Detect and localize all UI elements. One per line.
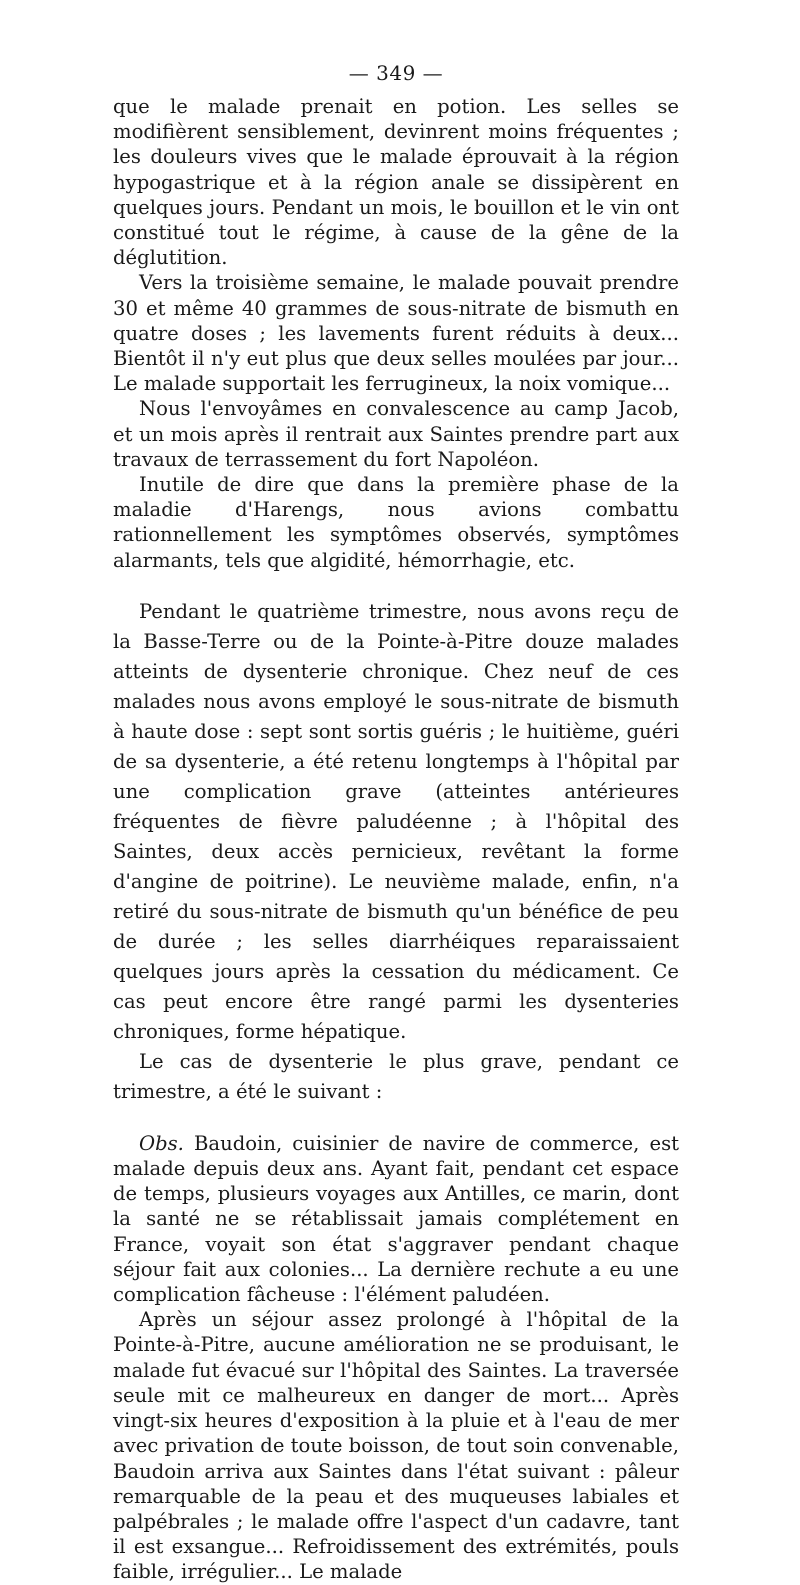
observation-label: Obs.: [139, 1131, 184, 1155]
paragraph-continuation: que le malade prenait en potion. Les selles se modifièrent sensiblement, devinrent moins fréquentes ; les douleurs vives que le malade éprouvait à la région hypogastrique et à la région anale se dissipèrent en quelques jours. Pendant un mois, le bouillon et le vin ont constitué tout le régime, à cause de la gêne de la déglutition.: [113, 95, 679, 270]
page-number: — 349 —: [348, 61, 444, 85]
paragraph-third-week: Vers la troisième semaine, le malade pouvait prendre 30 et même 40 grammes de sous-nitrate de bismuth en quatre doses ; les lavements furent réduits à deux... Bientôt il n'y eut plus que deux selles moulées par jour... Le malade supportait les ferrugineux, la noix vomique...: [113, 271, 679, 396]
observation-text: Baudoin, cuisinier de navire de commerce, est malade depuis deux ans. Ayant fait, pendant cet espace de temps, plusieurs voyages aux Antilles, ce marin, dont la santé ne se rétablissait jamais complétement en France, voyait son état s'aggraver pendant chaque séjour fait aux colonies... La dernière rechute a eu une complication fâcheuse : l'élément paludéen.: [113, 1131, 679, 1307]
paragraph-convalescence: Nous l'envoyâmes en convalescence au camp Jacob, et un mois après il rentrait aux Saintes prendre part aux travaux de terrassement du fort Napoléon.: [113, 397, 679, 471]
document-page: [113, 58, 679, 1584]
paragraph-gravest-case: Le cas de dysenterie le plus grave, pendant ce trimestre, a été le suivant :: [113, 1049, 679, 1103]
paragraph-observation: [113, 1131, 679, 1307]
paragraph-first-phase: Inutile de dire que dans la première phase de la maladie d'Harengs, nous avions combattu rationnellement les symptômes observés, symptômes alarmants, tels que algidité, hémorrhagie, etc.: [113, 473, 679, 572]
paragraph-evacuation: Après un séjour assez prolongé à l'hôpital de la Pointe-à-Pitre, aucune amélioration ne se produisant, le malade fut évacué sur l'hôpital des Saintes. La traversée seule mit ce malheureux en danger de mort... Après vingt-six heures d'exposition à la pluie et à l'eau de mer avec privation de toute boisson, de tout soin convenable, Baudoin arriva aux Saintes dans l'état suivant : pâleur remarquable de la peau et des muqueuses labiales et palpébrales ; le malade offre l'aspect d'un cadavre, tant il est exsangue... Refroidissement des extrémités, pouls faible, irrégulier... Le malade: [113, 1308, 679, 1584]
paragraph-fourth-trimester: Pendant le quatrième trimestre, nous avons reçu de la Basse-Terre ou de la Pointe-à-Pitre douze malades atteints de dysenterie chronique. Chez neuf de ces malades nous avons employé le sous-nitrate de bismuth à haute dose : sept sont sortis guéris ; le huitième, guéri de sa dysenterie, a été retenu longtemps à l'hôpital par une complication grave (atteintes antérieures fréquentes de fièvre paludéenne ; à l'hôpital des Saintes, deux accès pernicieux, revêtant la forme d'angine de poitrine). Le neuvième malade, enfin, n'a retiré du sous-nitrate de bismuth qu'un bénéfice de peu de durée ; les selles diarrhéiques reparaissaient quelques jours après la cessation du médicament. Ce cas peut encore être rangé parmi les dysenteries chroniques, forme hépatique.: [113, 599, 679, 1043]
body-text: [113, 94, 679, 1585]
